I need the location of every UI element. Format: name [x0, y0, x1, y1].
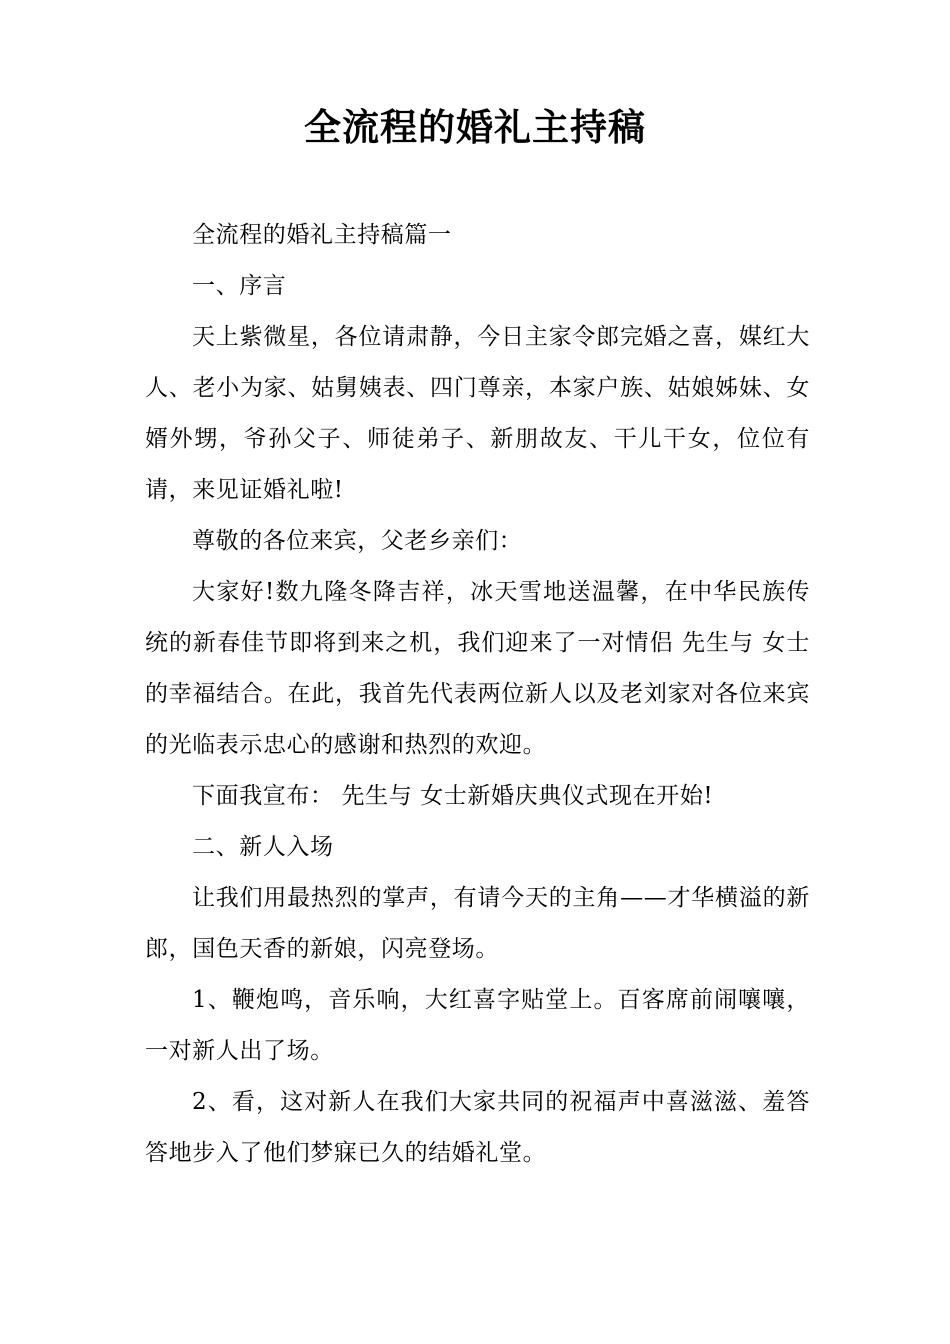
- paragraph-welcome: 大家好!数九隆冬降吉祥，冰天雪地送温馨，在中华民族传统的新春佳节即将到来之机，我们迎来了一对情侣 先生与 女士的幸福结合。在此，我首先代表两位新人以及老刘家对各位来宾的光临表示忠心的感谢和热烈的欢迎。: [145, 579, 810, 758]
- section-heading-part-one: 全流程的婚礼主持稿篇一: [192, 222, 452, 248]
- paragraph-item-2: 2、看，这对新人在我们大家共同的祝福声中喜滋滋、羞答答地步入了他们梦寐已久的结婚礼堂。: [145, 1089, 810, 1166]
- document-body: [145, 210, 810, 1179]
- heading-couple-entrance: 二、新人入场: [192, 834, 334, 860]
- paragraph-applause: 让我们用最热烈的掌声，有请今天的主角——才华横溢的新郎，国色天香的新娘，闪亮登场。: [145, 885, 810, 962]
- paragraph-invitation: 天上紫微星，各位请肃静，今日主家令郎完婚之喜，媒红大人、老小为家、姑舅姨表、四门尊亲，本家户族、姑娘姊妹、女婿外甥，爷孙父子、师徒弟子、新朋故友、干儿干女，位位有请，来见证婚礼啦!: [145, 324, 810, 503]
- document-title: 全流程的婚礼主持稿: [304, 106, 646, 149]
- paragraph-announcement: 下面我宣布： 先生与 女士新婚庆典仪式现在开始!: [192, 783, 714, 809]
- heading-preface: 一、序言: [192, 273, 287, 299]
- paragraph-greeting: 尊敬的各位来宾，父老乡亲们：: [192, 528, 523, 554]
- paragraph-item-1: 1、鞭炮鸣，音乐响，大红喜字贴堂上。百客席前闹嚷嚷，一对新人出了场。: [145, 987, 810, 1064]
